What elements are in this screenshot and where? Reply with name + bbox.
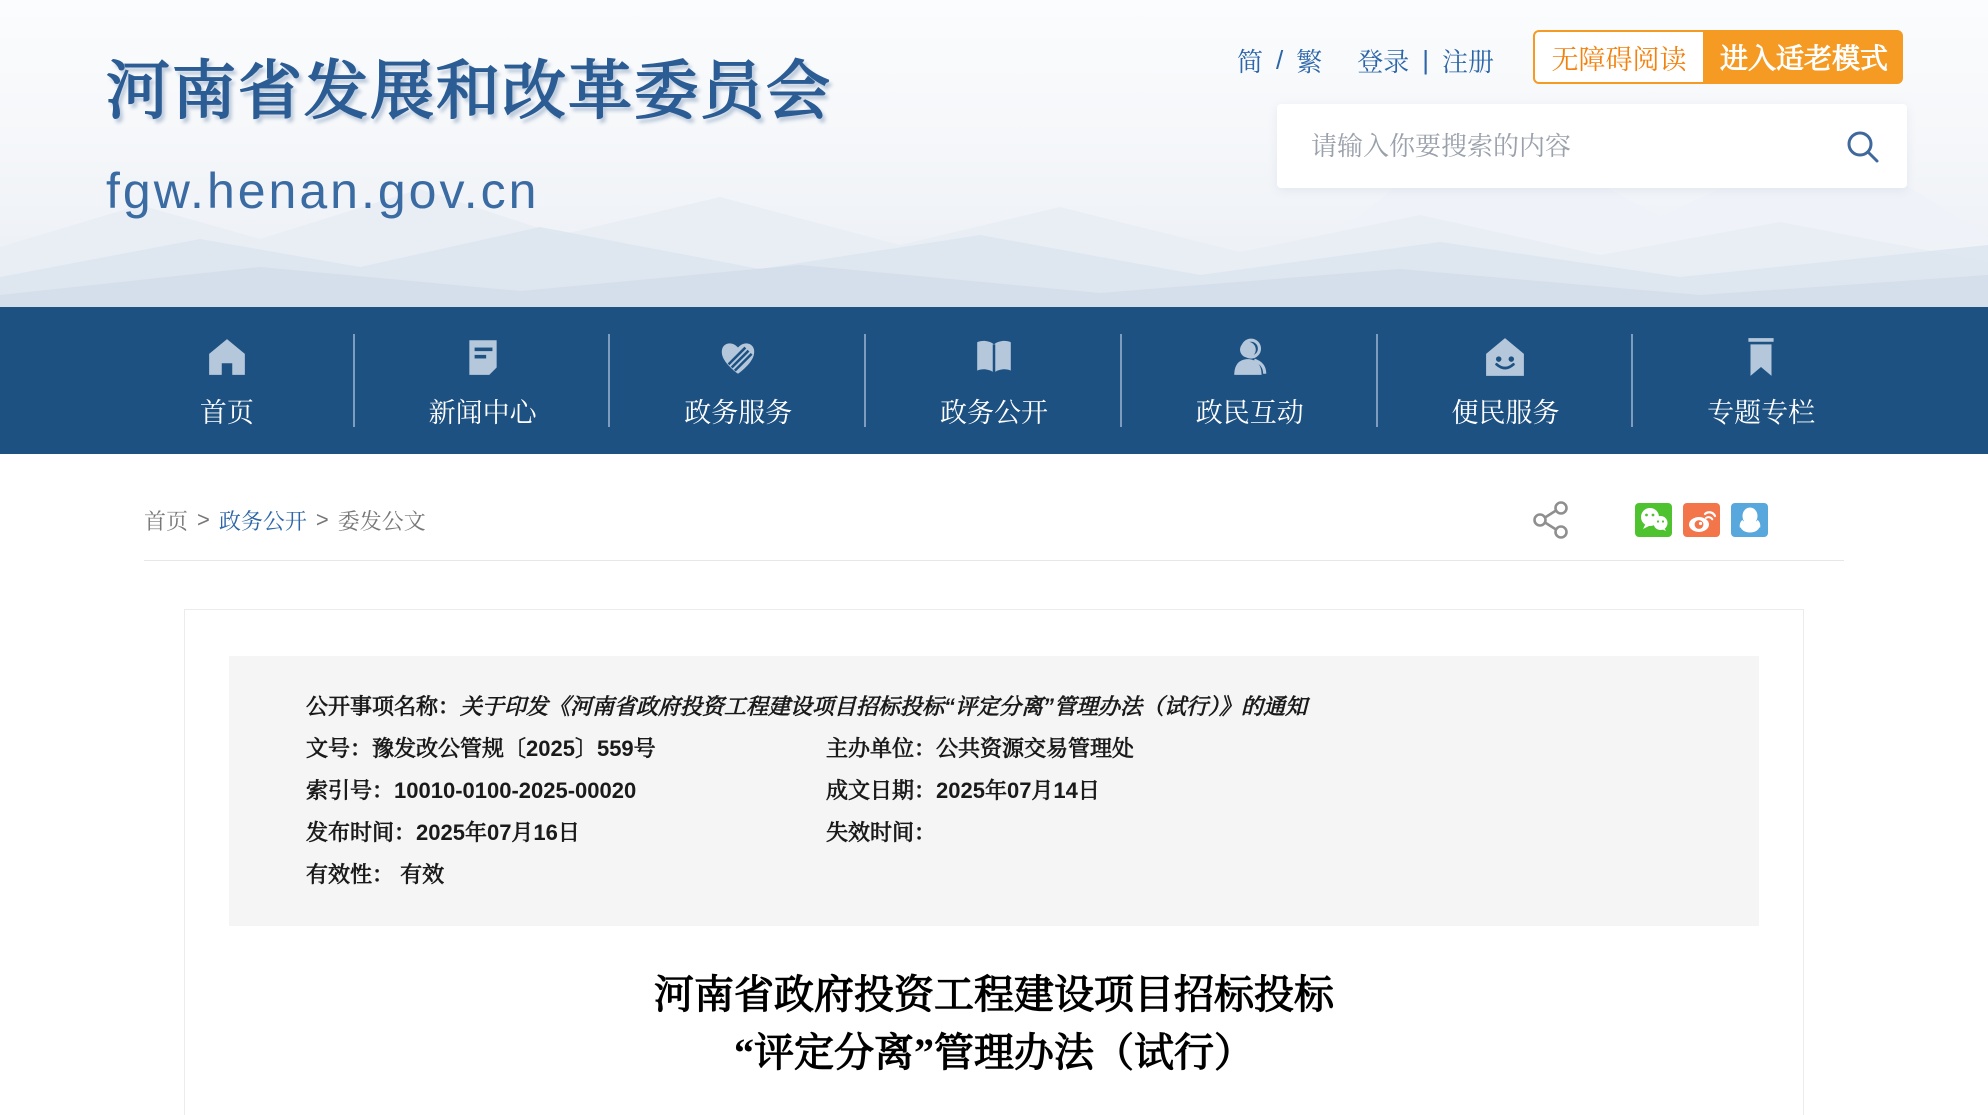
nav-item-convenience-services[interactable]	[1378, 307, 1634, 454]
weibo-share-icon[interactable]	[1683, 503, 1720, 537]
lang-simplified-link[interactable]: 简	[1237, 47, 1264, 77]
meta-label: 索引号：	[306, 778, 395, 803]
site-header	[0, 0, 1988, 307]
nav-item-government-services[interactable]	[610, 307, 866, 454]
home-icon	[206, 336, 248, 378]
meta-label: 文号：	[306, 736, 373, 761]
share-toolbar	[1530, 500, 1768, 540]
nav-item-public-interaction[interactable]	[1122, 307, 1378, 454]
nav-label: 新闻中心	[428, 397, 537, 428]
meta-value-host-unit: 公共资源交易管理处	[936, 736, 1135, 761]
nav-label: 政务服务	[684, 397, 793, 428]
meta-label: 主办单位：	[826, 736, 937, 761]
meta-value-publish-date: 2025年07月16日	[416, 820, 580, 845]
site-logo-domain: fgw.henan.gov.cn	[106, 163, 540, 219]
meta-row	[306, 728, 1719, 770]
meta-value-doc-number: 豫发改公管规〔2025〕559号	[372, 736, 656, 761]
document-metadata-box	[229, 656, 1759, 926]
login-separator: |	[1422, 45, 1430, 75]
meta-label: 公开事项名称：	[306, 694, 461, 719]
breadcrumb-bar	[144, 500, 1844, 561]
bookmark-icon	[1740, 336, 1782, 378]
qq-share-icon[interactable]	[1731, 503, 1768, 537]
nav-label: 政务公开	[940, 397, 1049, 428]
news-icon	[462, 336, 504, 378]
nav-item-information-disclosure[interactable]	[866, 307, 1122, 454]
search-input[interactable]	[1277, 104, 1907, 188]
breadcrumb	[144, 505, 426, 536]
lang-traditional-link[interactable]: 繁	[1296, 47, 1323, 77]
register-link[interactable]: 注册	[1442, 47, 1495, 77]
nav-item-special-topics[interactable]	[1633, 307, 1889, 454]
open-book-icon	[973, 336, 1015, 378]
person-icon	[1229, 336, 1271, 378]
breadcrumb-home-link[interactable]: 首页	[144, 508, 189, 534]
search-icon[interactable]	[1845, 129, 1881, 165]
document-title	[185, 966, 1803, 1082]
meta-label: 有效性：	[306, 862, 395, 887]
document-title-line1: 河南省政府投资工程建设项目招标投标	[654, 972, 1334, 1017]
login-link[interactable]: 登录	[1357, 47, 1410, 77]
meta-value-issue-date: 2025年07月14日	[936, 778, 1100, 803]
mode-buttons	[1533, 30, 1903, 84]
utility-links	[1237, 42, 1494, 79]
accessibility-reading-button[interactable]: 无障碍阅读	[1533, 30, 1705, 84]
nav-item-news-center[interactable]	[355, 307, 611, 454]
share-icon[interactable]	[1530, 500, 1572, 540]
meta-value-index-number: 10010-0100-2025-00020	[394, 778, 637, 803]
meta-row	[306, 812, 1719, 854]
breadcrumb-disclosure-link[interactable]: 政务公开	[218, 508, 307, 534]
meta-label: 成文日期：	[826, 778, 937, 803]
wechat-share-icon[interactable]	[1635, 503, 1672, 537]
heart-hands-icon	[717, 336, 759, 378]
smiley-house-icon	[1484, 336, 1526, 378]
breadcrumb-separator: >	[315, 507, 329, 532]
site-logo-title: 河南省发展和改革委员会	[106, 55, 832, 127]
breadcrumb-separator: >	[197, 507, 210, 532]
breadcrumb-current-page[interactable]: 委发公文	[337, 508, 426, 534]
lang-separator: /	[1276, 45, 1284, 75]
nav-label: 专题专栏	[1707, 397, 1816, 428]
meta-label: 发布时间：	[306, 820, 417, 845]
meta-label: 失效时间：	[826, 820, 937, 845]
nav-label: 便民服务	[1451, 397, 1560, 428]
meta-row-title	[306, 686, 1719, 728]
nav-label: 首页	[199, 397, 254, 428]
search-box	[1277, 104, 1907, 188]
meta-row-validity	[306, 854, 1719, 896]
meta-row	[306, 770, 1719, 812]
nav-item-home[interactable]	[99, 307, 355, 454]
main-navigation	[0, 307, 1988, 454]
document-title-line2: “评定分离”管理办法（试行）	[734, 1030, 1254, 1075]
meta-value-document-name: 关于印发《河南省政府投资工程建设项目招标投标“评定分离”管理办法（试行）》的通知	[460, 694, 1308, 719]
nav-label: 政民互动	[1195, 397, 1304, 428]
article-card	[184, 609, 1804, 1115]
meta-value-validity: 有效	[400, 862, 445, 887]
elder-mode-button[interactable]: 进入适老模式	[1705, 30, 1903, 84]
